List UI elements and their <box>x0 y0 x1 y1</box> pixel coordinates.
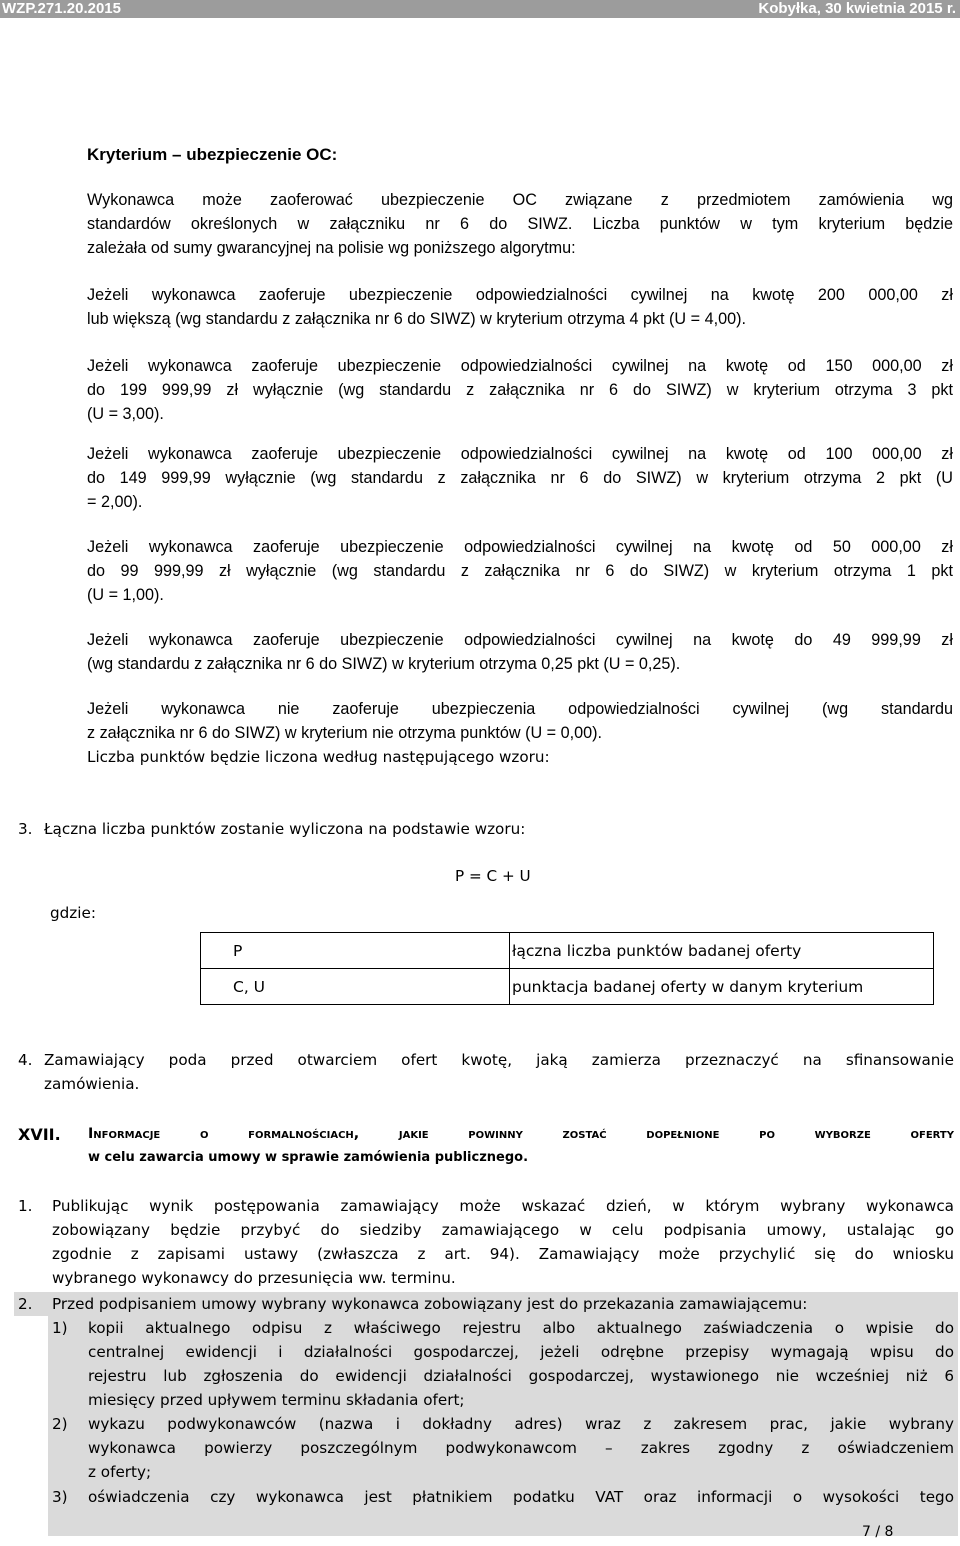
text-line: z załącznika nr 6 do SIWZ) w kryterium nie otrzyma punktów (U = 0,00). <box>87 724 603 742</box>
document-reference: WZP.271.20.2015 <box>2 0 121 17</box>
sub-item-text <box>88 1412 954 1484</box>
where-label: gdzie: <box>50 904 96 922</box>
text-line: (wg standardu z załącznika nr 6 do SIWZ) w kryterium otrzyma 0,25 pkt (U = 0,25). <box>87 655 681 673</box>
text-line: standardów określonych w załączniku nr 6 do SIWZ. Liczba punktów w tym kryterium będzie <box>87 215 953 233</box>
item-4-number: 4. <box>18 1051 33 1069</box>
text-line: lub większą (wg standardu z załącznika nr 6 do SIWZ) w kryterium otrzyma 4 pkt (U = 4,00). <box>87 310 746 328</box>
legend-description: łączna liczba punktów badanej oferty <box>510 933 934 969</box>
text-line: Jeżeli wykonawca zaoferuje ubezpieczenie odpowiedzialności cywilnej na kwotę od 150 000,00 zł <box>87 357 953 375</box>
text-line: Jeżeli wykonawca nie zaoferuje ubezpieczenia odpowiedzialności cywilnej (wg standardu <box>87 700 953 718</box>
text-line: Zamawiający poda przed otwarciem ofert kwotę, jaką zamierza przeznaczyć na sfinansowanie <box>44 1051 954 1069</box>
legend-symbol: C, U <box>201 969 510 1005</box>
formula-note: Liczba punktów będzie liczona według następującego wzoru: <box>87 748 550 766</box>
item-2-number: 2. <box>18 1295 33 1313</box>
text-line: = 2,00). <box>87 493 143 511</box>
formula: P = C + U <box>455 867 531 885</box>
text-line: do 99 999,99 zł wyłącznie (wg standardu z załącznika nr 6 do SIWZ) w kryterium otrzyma 1 pkt <box>87 562 953 580</box>
text-line: Wykonawca może zaoferować ubezpieczenie OC związane z przedmiotem zamówienia wg <box>87 191 953 209</box>
text-line: rejestru lub zgłoszenia do ewidencji działalności gospodarczej, wystawionego nie wcześniej niż 6 <box>88 1367 954 1385</box>
sub-item-number: 1) <box>52 1319 68 1337</box>
sub-item-text <box>88 1485 954 1509</box>
section-title-line: Informacje o formalnościach, jakie powinny zostać dopełnione po wyborze oferty <box>88 1126 954 1142</box>
formula-legend-table <box>200 932 934 1005</box>
text-line: kopii aktualnego odpisu z właściwego rejestru albo aktualnego zaświadczenia o wpisie do <box>88 1319 954 1337</box>
text-line: z oferty; <box>88 1463 152 1481</box>
text-line: do 199 999,99 zł wyłącznie (wg standardu z załącznika nr 6 do SIWZ) w kryterium otrzyma 3 pkt <box>87 381 953 399</box>
text-line: (U = 1,00). <box>87 586 164 604</box>
text-line: zamówienia. <box>44 1075 140 1093</box>
text-line: wykonawca powierzy poszczególnym podwykonawcom – zakres zgodny z oświadczeniem <box>88 1439 954 1457</box>
text-line: w celu zawarcia umowy w sprawie zamówienia publicznego. <box>88 1150 529 1165</box>
sub-item-text <box>88 1316 954 1412</box>
sub-item-number: 2) <box>52 1415 68 1433</box>
section-title <box>88 1122 954 1170</box>
text-line: (U = 3,00). <box>87 405 164 423</box>
item-4-text <box>44 1048 954 1096</box>
text-line: oświadczenia czy wykonawca jest płatnikiem podatku VAT oraz informacji o wysokości tego <box>88 1488 954 1506</box>
item-1-text <box>52 1194 954 1290</box>
table-row <box>201 933 934 969</box>
rule-paragraph <box>87 628 953 676</box>
header-bar <box>0 0 960 18</box>
item-3-number: 3. <box>18 820 33 838</box>
text-line <box>88 1122 954 1146</box>
page-number: 7 / 8 <box>862 1524 894 1540</box>
text-line: zgodnie z zapisami ustawy (zwłaszcza z art. 94). Zamawiający może przychylić się do wniosku <box>52 1245 954 1263</box>
rule-paragraph <box>87 354 953 426</box>
item-3-text: Łączna liczba punktów zostanie wyliczona na podstawie wzoru: <box>44 820 526 838</box>
text-line: Jeżeli wykonawca zaoferuje ubezpieczenie odpowiedzialności cywilnej na kwotę od 100 000,00 zł <box>87 445 953 463</box>
text-line: centralnej ewidencji i działalności gospodarczej, jeżeli odrębne przepisy wymagają wpisu do <box>88 1343 954 1361</box>
text-line: wykazu podwykonawców (nazwa i dokładny adres) wraz z zakresem prac, jakie wybrany <box>88 1415 954 1433</box>
legend-description: punktacja badanej oferty w danym kryterium <box>510 969 934 1005</box>
legend-symbol: P <box>201 933 510 969</box>
text-line: do 149 999,99 wyłącznie (wg standardu z załącznika nr 6 do SIWZ) w kryterium otrzyma 2 pkt (U <box>87 469 953 487</box>
criterion-intro <box>87 188 953 260</box>
item-2-text: Przed podpisaniem umowy wybrany wykonawca zobowiązany jest do przekazania zamawiającemu: <box>52 1295 808 1313</box>
rule-paragraph <box>87 442 953 514</box>
text-line: zależała od sumy gwarancyjnej na polisie wg poniższego algorytmu: <box>87 239 576 257</box>
text-line: Jeżeli wykonawca zaoferuje ubezpieczenie odpowiedzialności cywilnej na kwotę od 50 000,00 zł <box>87 538 953 556</box>
text-line: wybranego wykonawcy do przesunięcia ww. terminu. <box>52 1269 456 1287</box>
text-line: zobowiązany będzie przybyć do siedziby zamawiającego w celu podpisania umowy, ustalając go <box>52 1221 954 1239</box>
text-line: Jeżeli wykonawca zaoferuje ubezpieczenie odpowiedzialności cywilnej na kwotę 200 000,00 zł <box>87 286 953 304</box>
text-line: miesięcy przed upływem terminu składania ofert; <box>88 1391 465 1409</box>
rule-paragraph <box>87 697 953 745</box>
text-line: Jeżeli wykonawca zaoferuje ubezpieczenie odpowiedzialności cywilnej na kwotę do 49 999,99 zł <box>87 631 953 649</box>
rule-paragraph <box>87 535 953 607</box>
criterion-title: Kryterium – ubezpieczenie OC: <box>87 145 338 164</box>
rule-paragraph <box>87 283 953 331</box>
place-and-date: Kobyłka, 30 kwietnia 2015 r. <box>758 0 956 17</box>
table-row <box>201 969 934 1005</box>
section-number: XVII. <box>18 1125 61 1144</box>
sub-item-number: 3) <box>52 1488 68 1506</box>
item-1-number: 1. <box>18 1197 33 1215</box>
text-line: Publikując wynik postępowania zamawiający może wskazać dzień, w którym wybrany wykonawca <box>52 1197 954 1215</box>
